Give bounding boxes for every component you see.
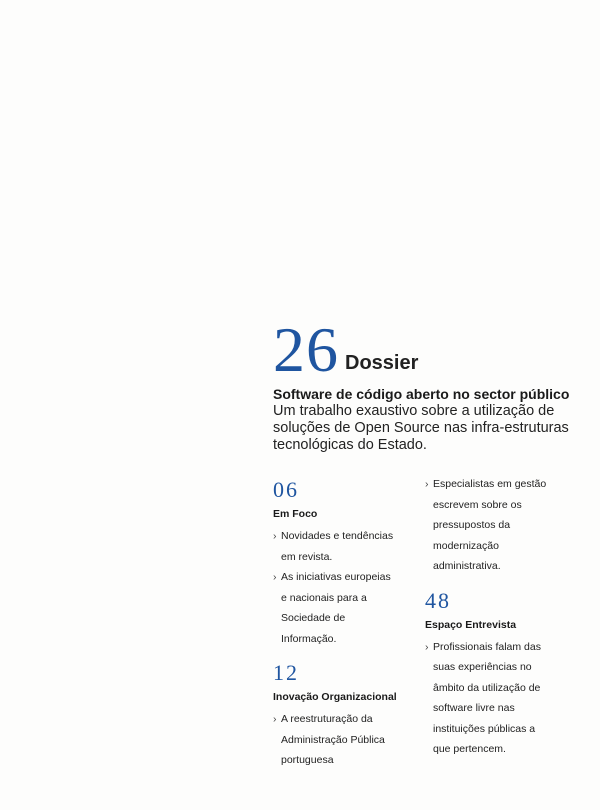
list-item-continuation — [425, 719, 575, 740]
section-items — [425, 637, 575, 760]
item-line: A reestruturação da — [281, 713, 373, 725]
list-item-continuation — [425, 495, 575, 516]
section-page-number: 06 — [273, 477, 299, 502]
item-line: Novidades e tendências — [281, 530, 394, 542]
list-item-continuation — [425, 556, 575, 577]
bullet-icon: › — [273, 571, 277, 583]
section-page-number: 48 — [425, 587, 451, 613]
list-item-continuation — [273, 730, 423, 751]
list-item-continuation — [425, 739, 575, 760]
list-item — [425, 637, 575, 658]
item-line: âmbito da utilização de — [433, 681, 541, 694]
list-item-continuation — [273, 629, 423, 650]
section-items — [273, 709, 423, 771]
section-items — [273, 526, 423, 649]
item-line: Profissionais falam das — [433, 640, 541, 653]
list-item — [273, 567, 423, 588]
bullet-icon: › — [425, 478, 429, 490]
feature-subtitle: Software de código aberto no sector público — [273, 386, 570, 402]
list-item-continuation — [425, 515, 575, 536]
feature-heading — [273, 314, 593, 385]
item-line: As iniciativas europeias — [281, 571, 391, 583]
list-item-continuation — [273, 547, 423, 568]
item-line: software livre nas — [433, 702, 515, 714]
list-item-continuation — [273, 608, 423, 629]
feature-description: Um trabalho exaustivo sobre a utilização de soluções de Open Source nas infra-estruturas tecnológicas do Estado. — [273, 403, 569, 453]
list-item-continuation — [425, 698, 575, 719]
bullet-icon: › — [425, 640, 429, 653]
bullet-icon: › — [273, 713, 277, 725]
list-item — [273, 709, 423, 730]
section-inovacao-organizacional — [273, 661, 423, 771]
list-item-continuation — [425, 678, 575, 699]
item-line: em revista. — [281, 550, 333, 563]
section-title: Inovação Organizacional — [273, 691, 397, 703]
section-items — [425, 474, 575, 577]
section-espaco-entrevista — [425, 589, 575, 760]
list-item-continuation — [273, 588, 423, 609]
feature-dossier — [273, 314, 593, 454]
section-page-number: 12 — [273, 660, 299, 685]
section-title: Espaço Entrevista — [425, 618, 517, 631]
item-line: pressupostos da — [433, 519, 511, 531]
item-line: administrativa. — [433, 560, 501, 572]
section-em-foco — [273, 478, 423, 649]
section-continuation — [425, 474, 575, 577]
list-item-continuation — [425, 536, 575, 557]
item-line: escrevem sobre os — [433, 498, 522, 511]
feature-section-label: Dossier — [345, 352, 419, 374]
item-line: Informação. — [281, 632, 337, 645]
item-line: portuguesa — [281, 754, 334, 766]
list-item — [425, 474, 575, 495]
item-line: Especialistas em gestão — [433, 478, 547, 490]
list-item-continuation — [273, 750, 423, 771]
section-title: Em Foco — [273, 508, 318, 520]
item-line: instituições públicas a — [433, 722, 536, 735]
item-line: Sociedade de — [281, 612, 346, 624]
list-item-continuation — [425, 657, 575, 678]
bullet-icon: › — [273, 530, 277, 542]
feature-page-number: 26 — [273, 314, 339, 385]
item-line: suas experiências no — [433, 661, 532, 673]
list-item — [273, 526, 423, 547]
item-line: Administração Pública — [281, 733, 385, 746]
contents-column-right — [425, 474, 575, 760]
item-line: modernização — [433, 539, 499, 552]
contents-column-left — [273, 478, 423, 771]
item-line: que pertencem. — [433, 743, 506, 755]
item-line: e nacionais para a — [281, 591, 367, 604]
